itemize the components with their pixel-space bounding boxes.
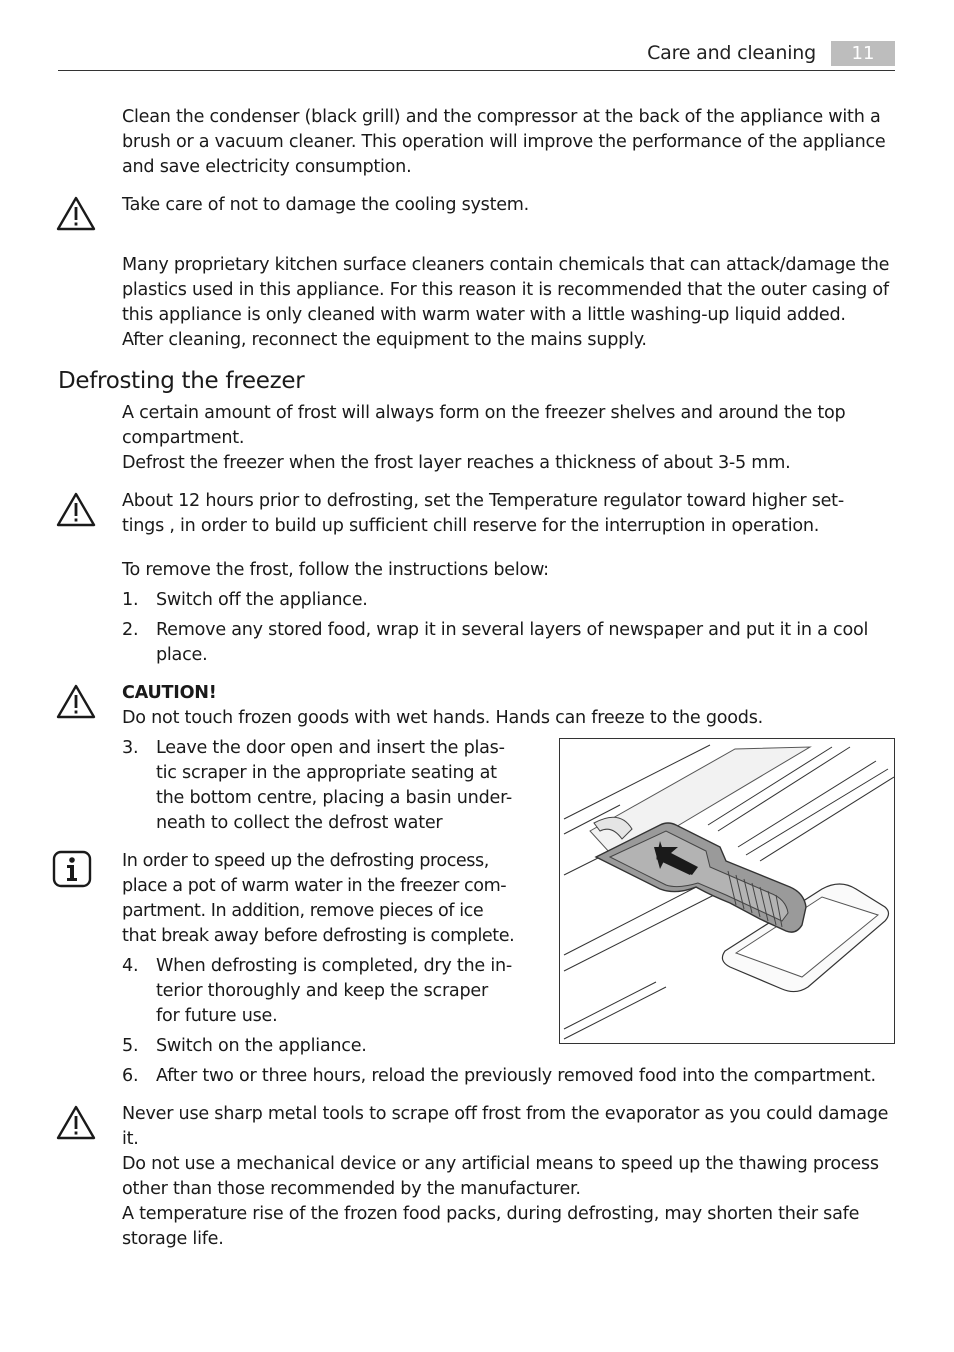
text-line: storage life.: [122, 1229, 224, 1249]
text-line: After cleaning, reconnect the equipment to the mains supply.: [122, 330, 647, 350]
step-text: [156, 1034, 367, 1059]
text-line: partment. In addition, remove pieces of ice: [122, 901, 484, 921]
text-line: other than those recommended by the manufacturer.: [122, 1179, 581, 1199]
text-line: tings , in order to build up sufficient chill reserve for the interruption in operation.: [122, 516, 820, 536]
step-number: 5.: [122, 1036, 139, 1056]
list-item: [122, 588, 897, 613]
text-line: terior thoroughly and keep the scraper: [156, 981, 488, 1001]
warning-cooling-system: [122, 193, 897, 218]
text-line: Switch on the appliance.: [156, 1036, 367, 1056]
text-line: plastics used in this appliance. For this reason it is recommended that the outer casing of: [122, 280, 889, 300]
list-item: [122, 954, 542, 1029]
text-line: and save electricity consumption.: [122, 157, 412, 177]
text-line: it.: [122, 1129, 139, 1149]
step-number: 4.: [122, 956, 139, 976]
text-line: the bottom centre, placing a basin under-: [156, 788, 513, 808]
info-icon: [52, 850, 92, 888]
page-number: 11: [831, 41, 895, 66]
text-line: compartment.: [122, 428, 245, 448]
text-line: Switch off the appliance.: [156, 590, 368, 610]
warning-triangle-icon: [56, 1105, 96, 1141]
step-text: [156, 588, 368, 613]
text-line: that break away before defrosting is complete.: [122, 926, 515, 946]
step-text: [156, 736, 512, 836]
cleaners-paragraph: [122, 253, 897, 353]
step-number: 2.: [122, 620, 139, 640]
condenser-paragraph: [122, 105, 897, 180]
section-heading: Defrosting the freezer: [58, 368, 305, 394]
text-line: After two or three hours, reload the previously removed food into the compartment.: [156, 1066, 876, 1086]
text-line: place a pot of warm water in the freezer com-: [122, 876, 507, 896]
text-line: Clean the condenser (black grill) and the compressor at the back of the appliance with a: [122, 107, 881, 127]
warning-triangle-icon: [56, 684, 96, 720]
step-text: [156, 1064, 876, 1089]
text-line: place.: [156, 645, 208, 665]
text-line: Take care of not to damage the cooling system.: [122, 195, 530, 215]
step-number: 1.: [122, 590, 139, 610]
caution-title: CAUTION!: [122, 683, 217, 703]
text-line: brush or a vacuum cleaner. This operation will improve the performance of the appliance: [122, 132, 886, 152]
step-text: [156, 954, 512, 1029]
text-line: this appliance is only cleaned with warm water with a little washing-up liquid added.: [122, 305, 846, 325]
text-line: Do not use a mechanical device or any artificial means to speed up the thawing process: [122, 1154, 879, 1174]
text-line: neath to collect the defrost water: [156, 813, 443, 833]
text-line: In order to speed up the defrosting process,: [122, 851, 489, 871]
text-line: A certain amount of frost will always form on the freezer shelves and around the top: [122, 403, 846, 423]
final-warning-paragraph: [122, 1102, 897, 1252]
list-item: [122, 1064, 897, 1089]
caution-text: Do not touch frozen goods with wet hands. Hands can freeze to the goods.: [122, 708, 763, 728]
text-line: for future use.: [156, 1006, 278, 1026]
step-number: 3.: [122, 738, 139, 758]
section-title: Care and cleaning: [647, 42, 816, 64]
caution-block: [122, 681, 897, 731]
step-text: [156, 618, 868, 668]
list-item: [122, 736, 542, 836]
text-line: tic scraper in the appropriate seating at: [156, 763, 497, 783]
info-paragraph: [122, 849, 542, 949]
frost-paragraph: [122, 401, 897, 476]
scraper-illustration: [559, 738, 895, 1044]
warning-chill-reserve: [122, 489, 897, 539]
warning-triangle-icon: [56, 196, 96, 232]
step-number: 6.: [122, 1066, 139, 1086]
list-item: [122, 618, 897, 668]
text-line: Leave the door open and insert the plas-: [156, 738, 505, 758]
text-line: Remove any stored food, wrap it in several layers of newspaper and put it in a cool: [156, 620, 869, 640]
text-line: When defrosting is completed, dry the in-: [156, 956, 512, 976]
header-divider: [58, 70, 895, 71]
text-line: A temperature rise of the frozen food packs, during defrosting, may shorten their safe: [122, 1204, 860, 1224]
text-line: Many proprietary kitchen surface cleaners contain chemicals that can attack/damage the: [122, 255, 890, 275]
text-line: Never use sharp metal tools to scrape off frost from the evaporator as you could damage: [122, 1104, 889, 1124]
text-line: About 12 hours prior to defrosting, set the Temperature regulator toward higher set-: [122, 491, 844, 511]
instructions-intro: To remove the frost, follow the instructions below:: [122, 560, 549, 580]
text-line: Defrost the freezer when the frost layer reaches a thickness of about 3-5 mm.: [122, 453, 791, 473]
warning-triangle-icon: [56, 492, 96, 528]
